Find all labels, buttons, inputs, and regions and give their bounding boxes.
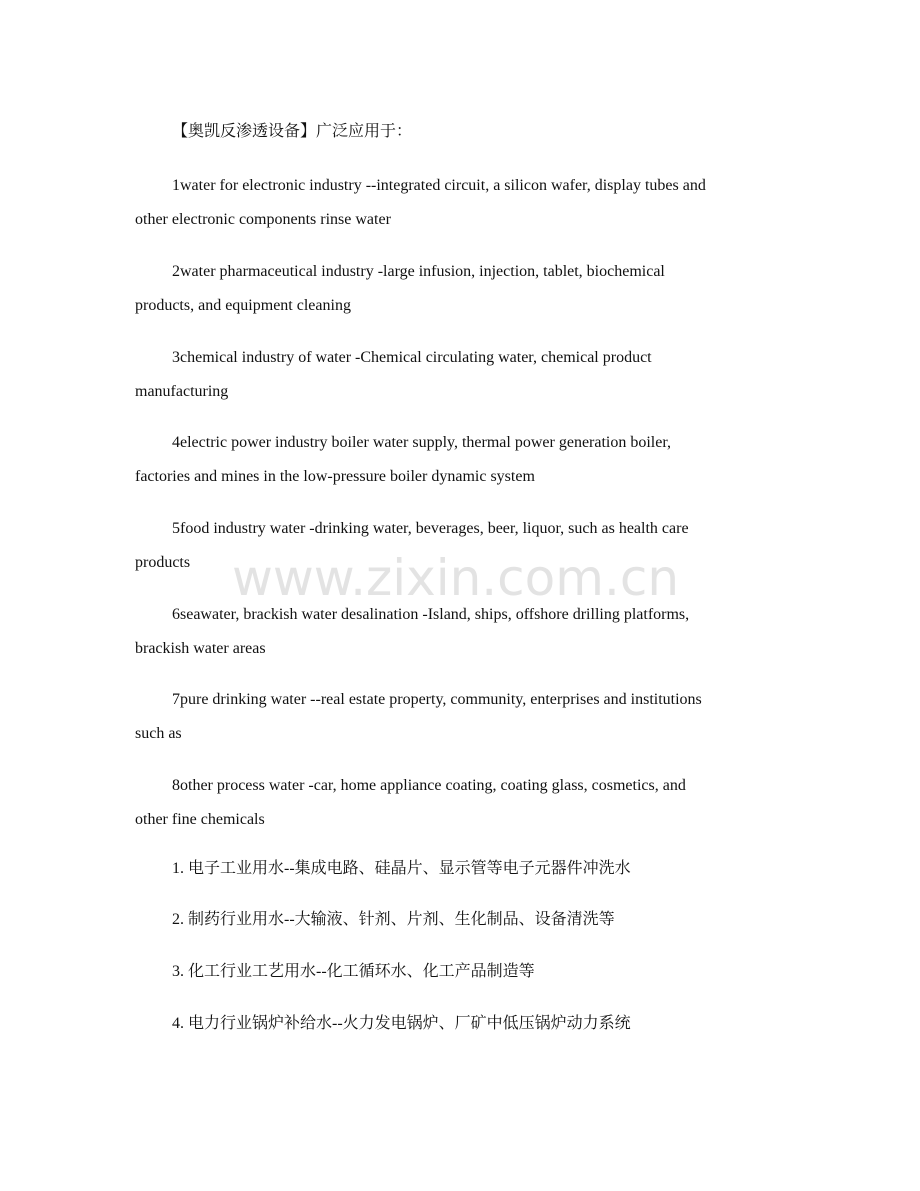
english-item-5-line-2: products (135, 554, 191, 571)
english-item-2-line-2: products, and equipment cleaning (135, 297, 351, 314)
chinese-item-3: 3. 化工行业工艺用水--化工循环水、化工产品制造等 (172, 963, 535, 980)
chinese-item-2: 2. 制药行业用水--大输液、针剂、片剂、生化制品、设备清洗等 (172, 911, 615, 928)
english-item-8-line-2: other fine chemicals (135, 811, 265, 828)
english-item-1-line-1: 1water for electronic industry --integrated circuit, a silicon wafer, display tubes and (172, 177, 706, 194)
english-item-4-line-2: factories and mines in the low-pressure boiler dynamic system (135, 468, 535, 485)
english-item-6-line-1: 6seawater, brackish water desalination -Island, ships, offshore drilling platforms, (172, 606, 690, 623)
english-item-5-line-1: 5food industry water -drinking water, beverages, beer, liquor, such as health care (172, 520, 689, 537)
english-item-3-line-1: 3chemical industry of water -Chemical circulating water, chemical product (172, 349, 652, 366)
english-item-4-line-1: 4electric power industry boiler water supply, thermal power generation boiler, (172, 434, 672, 451)
english-item-2-line-1: 2water pharmaceutical industry -large infusion, injection, tablet, biochemical (172, 263, 665, 280)
chinese-item-1: 1. 电子工业用水--集成电路、硅晶片、显示管等电子元器件冲洗水 (172, 860, 631, 877)
english-item-1-line-2: other electronic components rinse water (135, 211, 391, 228)
watermark: www.zixin.com.cn (232, 549, 680, 607)
english-item-6-line-2: brackish water areas (135, 640, 266, 657)
document-heading: 【奥凯反渗透设备】广泛应用于： (172, 123, 413, 140)
english-item-7-line-1: 7pure drinking water --real estate property, community, enterprises and institutions (172, 691, 702, 708)
chinese-item-4: 4. 电力行业锅炉补给水--火力发电锅炉、厂矿中低压锅炉动力系统 (172, 1015, 631, 1032)
english-item-7-line-2: such as (135, 725, 182, 742)
english-item-3-line-2: manufacturing (135, 383, 229, 400)
english-item-8-line-1: 8other process water -car, home appliance coating, coating glass, cosmetics, and (172, 777, 686, 794)
